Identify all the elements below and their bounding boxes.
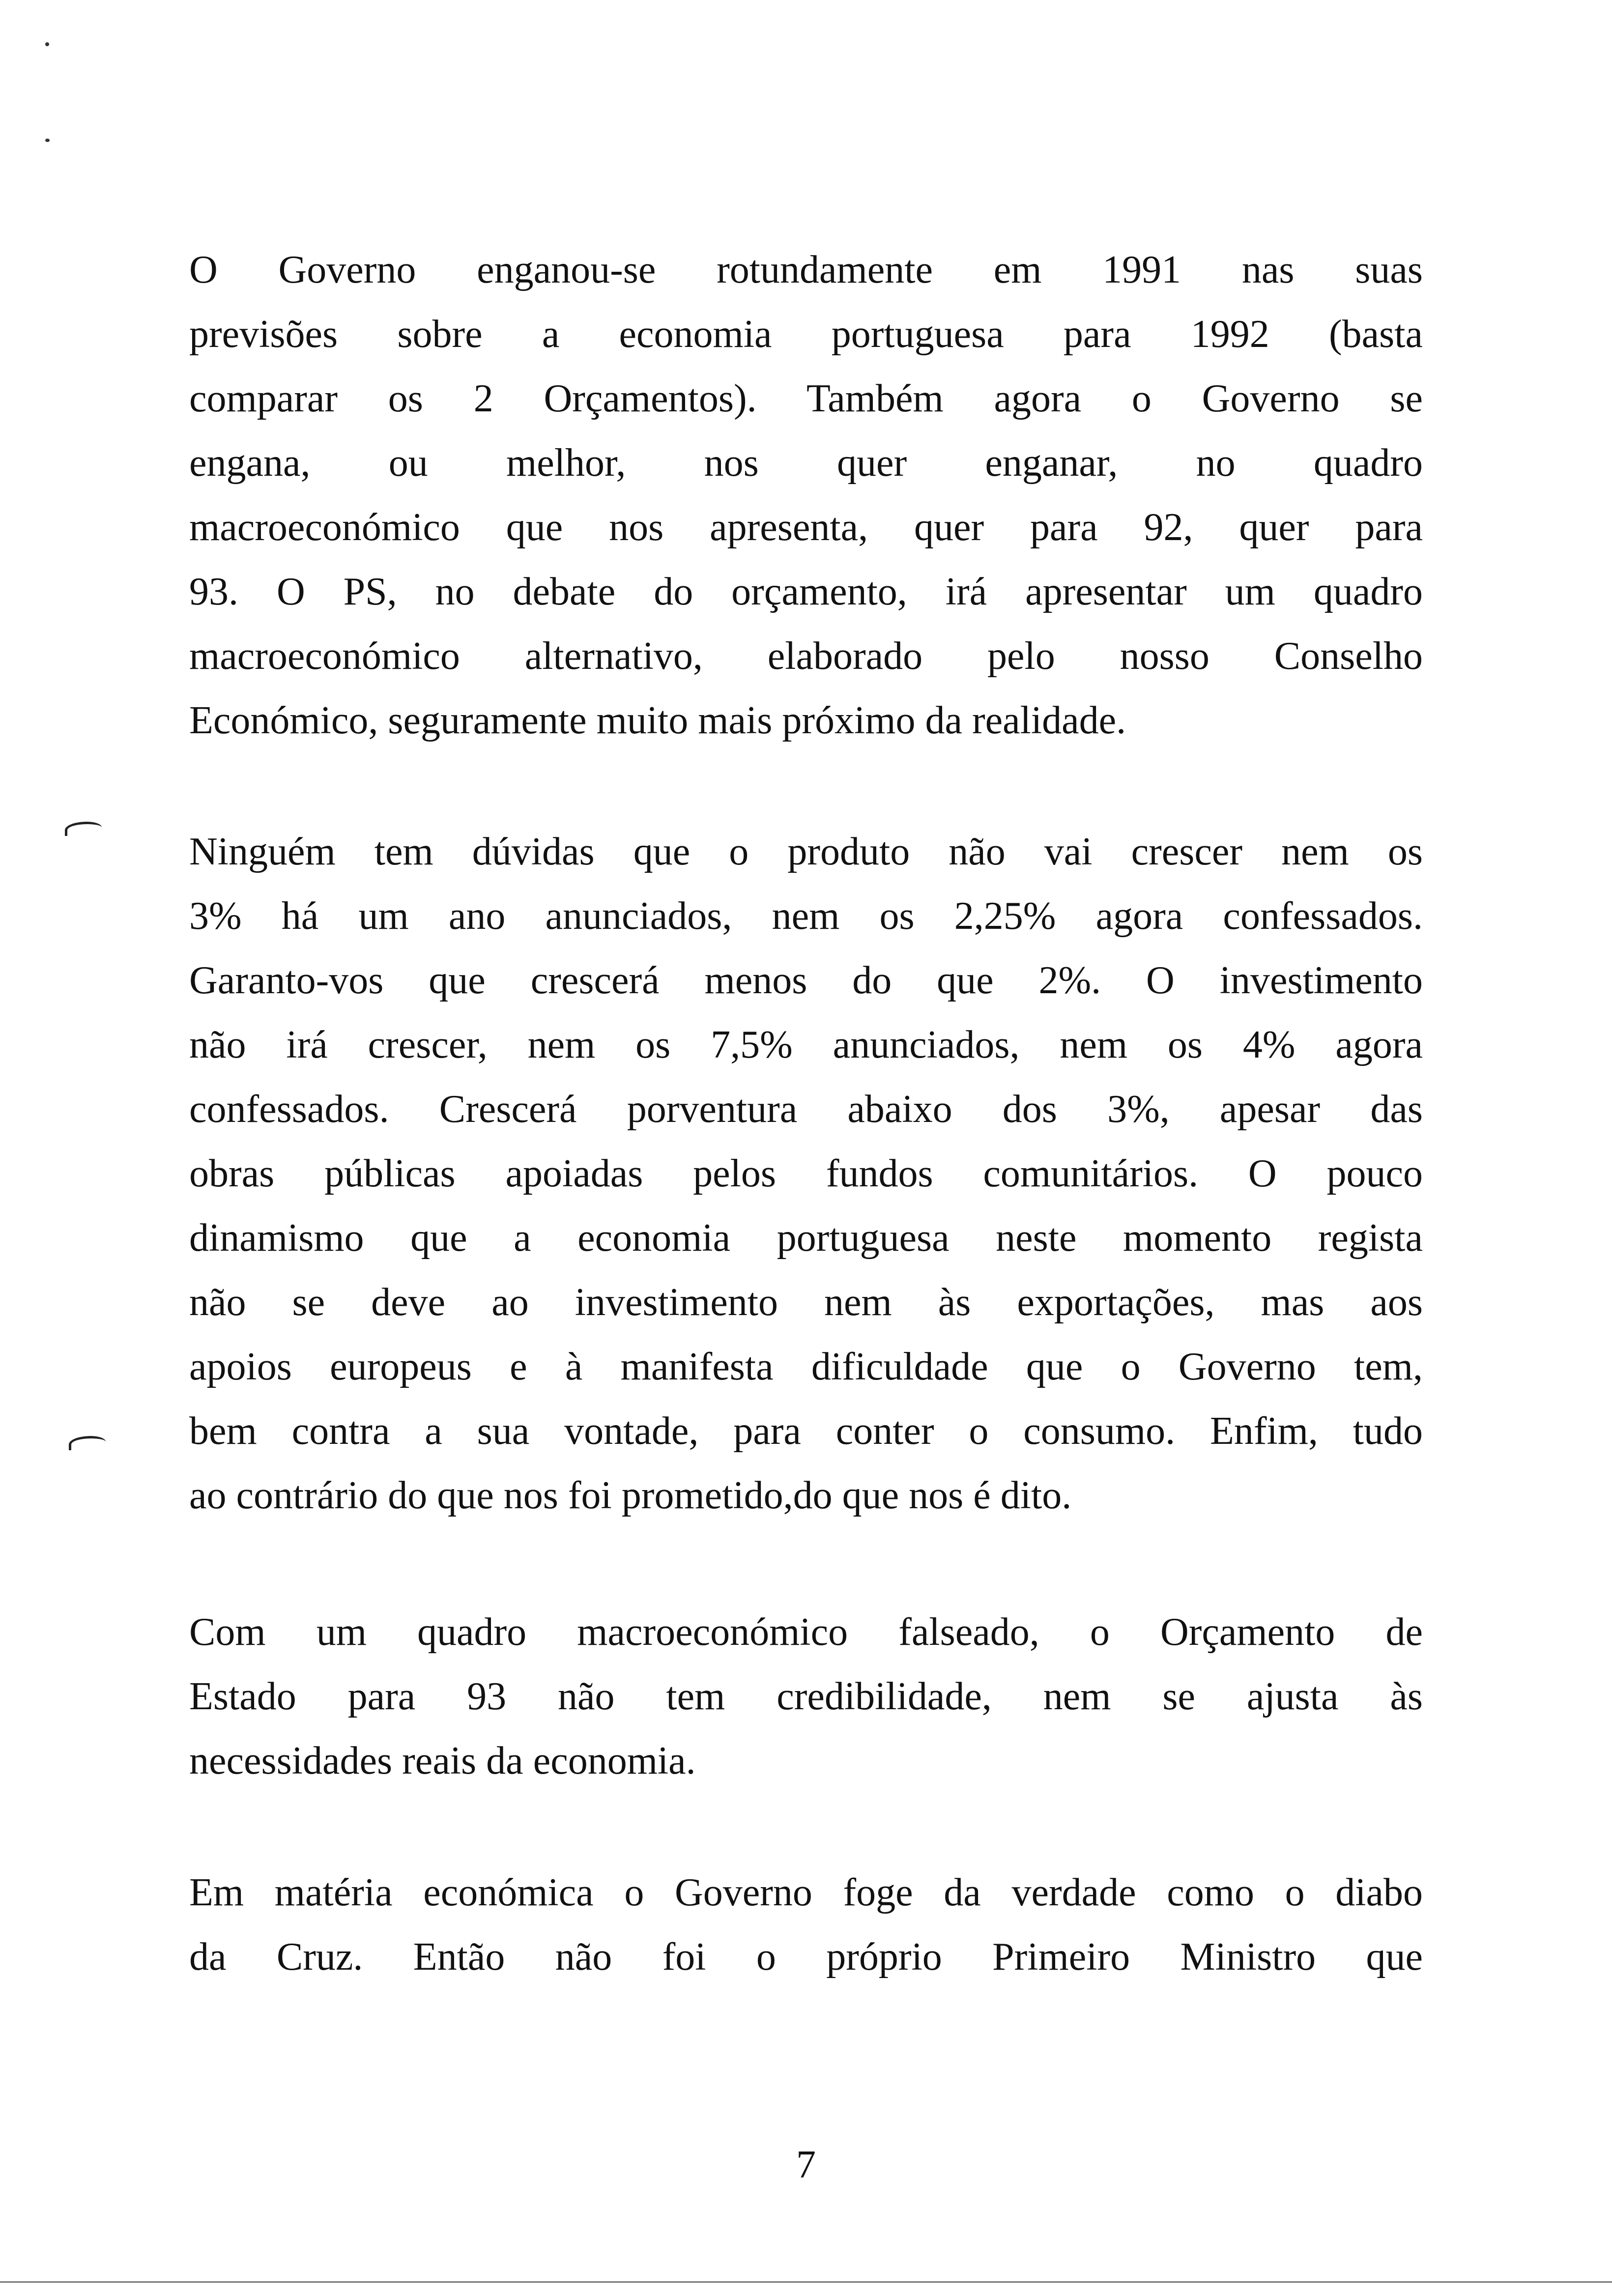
paragraph-line: obras públicas apoiadas pelos fundos comunitários. O pouco [189,1152,1423,1195]
paragraph-line: Estado para 93 não tem credibilidade, nem se ajusta às [189,1675,1423,1718]
paragraph-line: 93. O PS, no debate do orçamento, irá apresentar um quadro [189,570,1423,613]
paragraph-line: engana, ou melhor, nos quer enganar, no quadro [189,441,1423,485]
paragraph-line: Em matéria económica o Governo foge da verdade como o diabo [189,1871,1423,1914]
paragraph-line: ao contrário do que nos foi prometido,do que nos é dito. [189,1474,1072,1517]
paragraph-line: Com um quadro macroeconómico falseado, o Orçamento de [189,1610,1423,1654]
scan-speck [45,139,50,142]
paragraph-line: apoios europeus e à manifesta dificuldade que o Governo tem, [189,1345,1423,1388]
paragraph-line: necessidades reais da economia. [189,1739,696,1782]
paragraph-line: confessados. Crescerá porventura abaixo dos 3%, apesar das [189,1088,1423,1131]
paragraph-line: Económico, seguramente muito mais próximo da realidade. [189,699,1126,742]
paragraph-line: macroeconómico alternativo, elaborado pelo nosso Conselho [189,634,1423,678]
scan-bottom-edge [0,2281,1612,2283]
paragraph-line: Garanto-vos que crescerá menos do que 2%. O investimento [189,959,1423,1002]
scan-speck [45,42,49,46]
margin-mark [69,1436,106,1450]
paragraph-line: não se deve ao investimento nem às exportações, mas aos [189,1281,1423,1324]
paragraph-line: Ninguém tem dúvidas que o produto não vai crescer nem os [189,830,1423,873]
paragraph-line: previsões sobre a economia portuguesa para 1992 (basta [189,313,1423,356]
paragraph-line: da Cruz. Então não foi o próprio Primeiro Ministro que [189,1935,1423,1979]
paragraph-line: 3% há um ano anunciados, nem os 2,25% agora confessados. [189,894,1423,938]
paragraph-line: comparar os 2 Orçamentos). Também agora o Governo se [189,377,1423,420]
page-number: 7 [796,2143,816,2186]
paragraph-line: não irá crescer, nem os 7,5% anunciados, nem os 4% agora [189,1023,1423,1066]
margin-mark [65,822,102,836]
paragraph-line: bem contra a sua vontade, para conter o consumo. Enfim, tudo [189,1409,1423,1453]
paragraph-line: dinamismo que a economia portuguesa neste momento regista [189,1216,1423,1260]
paragraph-line: macroeconómico que nos apresenta, quer para 92, quer para [189,506,1423,549]
paragraph-line: O Governo enganou-se rotundamente em 1991 nas suas [189,248,1423,291]
